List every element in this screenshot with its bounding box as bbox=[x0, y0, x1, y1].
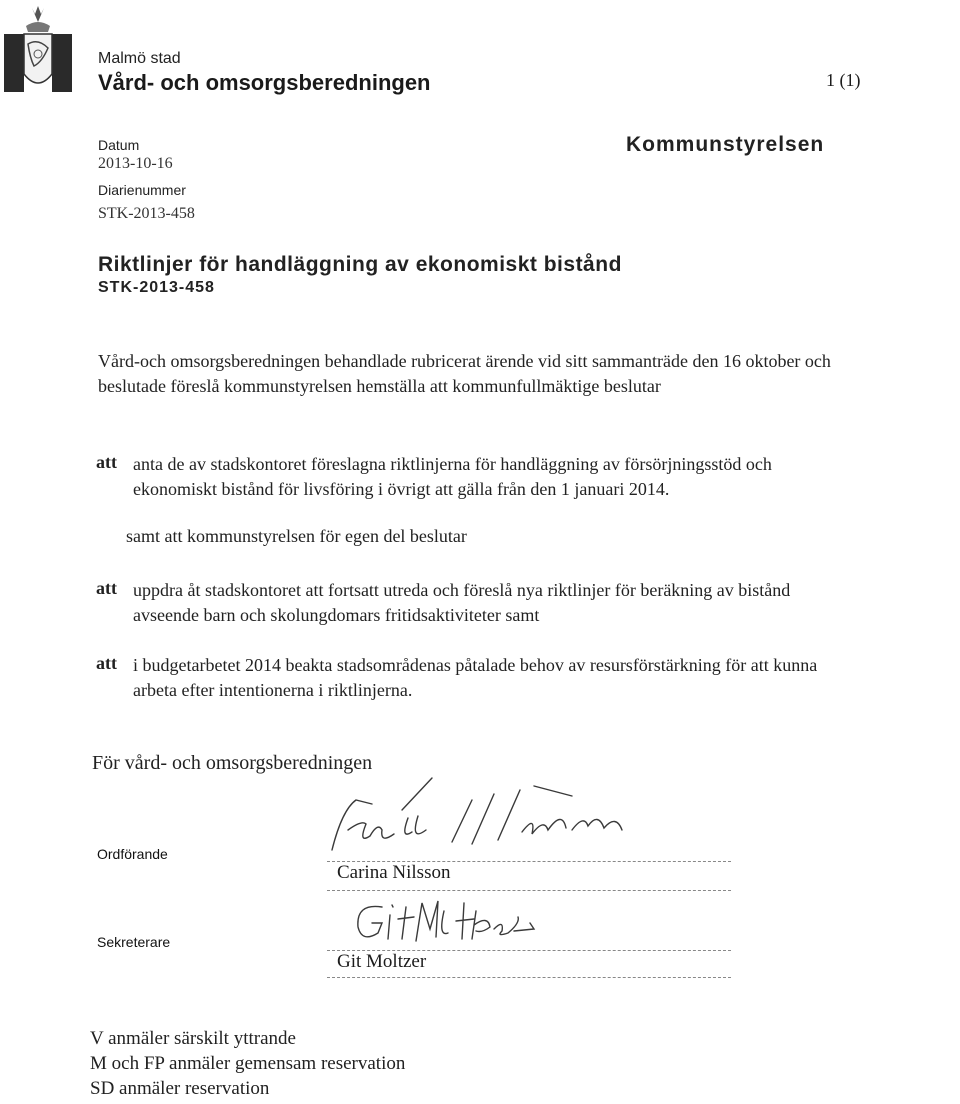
signature-line bbox=[327, 890, 731, 891]
proposal-item-1: anta de av stadskontoret föreslagna riktlinjerna för handläggning av försörjningsstöd och ekonomiskt bistånd för livsföring i övrigt att gälla från den 1 januari 2014. bbox=[133, 454, 772, 499]
date-label: Datum bbox=[98, 137, 140, 153]
case-number: STK-2013-458 bbox=[98, 279, 215, 296]
att-keyword: att bbox=[96, 452, 117, 472]
page-number: 1 (1) bbox=[826, 70, 861, 90]
registration-number-label: Diarienummer bbox=[98, 182, 186, 198]
note-line: M och FP anmäler gemensam reservation bbox=[90, 1053, 406, 1074]
date-value: 2013-10-16 bbox=[98, 155, 173, 172]
chair-label: Ordförande bbox=[97, 846, 168, 862]
registration-number-value: STK-2013-458 bbox=[98, 205, 195, 222]
att-keyword: att bbox=[96, 653, 117, 673]
recipient: Kommunstyrelsen bbox=[626, 133, 825, 156]
department-name: Vård- och omsorgsberedningen bbox=[98, 70, 431, 95]
intro-paragraph: Vård-och omsorgsberedningen behandlade rubricerat ärende vid sitt sammanträde den 16 oktober och beslutade föreslå kommunstyrelsen hemställa att kommunfullmäktige beslutar bbox=[98, 351, 831, 396]
secretary-signature bbox=[352, 893, 552, 948]
att-keyword: att bbox=[96, 578, 117, 598]
on-behalf-line: För vård- och omsorgsberedningen bbox=[92, 752, 373, 774]
signature-line bbox=[327, 977, 731, 978]
proposal-item-3: i budgetarbetet 2014 beakta stadsområdenas påtalade behov av resursförstärkning för att kunna arbeta efter intentionerna i riktlinjerna. bbox=[133, 655, 818, 700]
note-line: SD anmäler reservation bbox=[90, 1078, 270, 1099]
samt-paragraph: samt att kommunstyrelsen för egen del beslutar bbox=[126, 526, 467, 546]
city-coat-of-arms-icon bbox=[4, 4, 72, 92]
chair-signature bbox=[322, 770, 642, 866]
note-line: V anmäler särskilt yttrande bbox=[90, 1028, 296, 1049]
proposal-item-2: uppdra åt stadskontoret att fortsatt utreda och föreslå nya riktlinjer för beräkning av bistånd avseende barn och skolungdomars fritidsaktiviteter samt bbox=[133, 580, 791, 625]
document-title: Riktlinjer för handläggning av ekonomiskt bistånd bbox=[98, 253, 622, 276]
secretary-name: Git Moltzer bbox=[337, 951, 427, 972]
organization-name: Malmö stad bbox=[98, 50, 181, 67]
secretary-label: Sekreterare bbox=[97, 934, 171, 950]
chair-name: Carina Nilsson bbox=[337, 862, 451, 883]
